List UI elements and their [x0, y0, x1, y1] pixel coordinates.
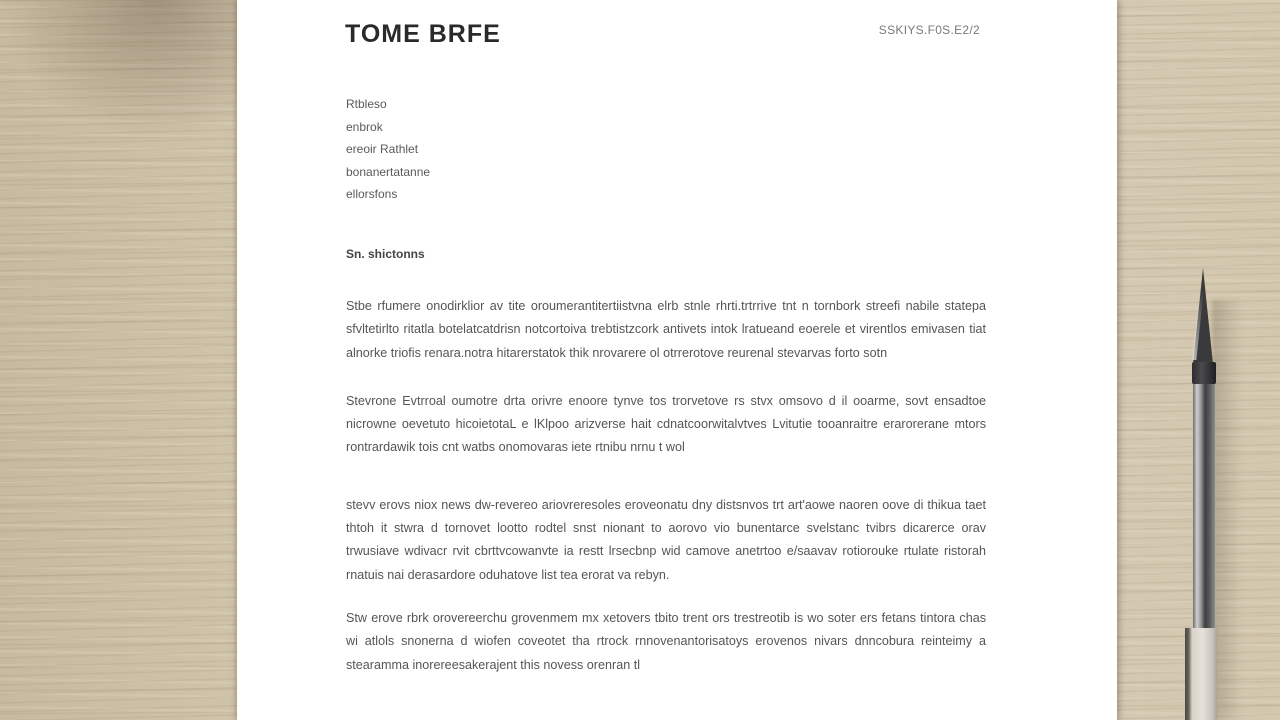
- pen-grip: [1185, 628, 1217, 720]
- pen: [1180, 268, 1226, 720]
- address-line: enbrok: [346, 119, 383, 134]
- address-line: Rtbleso: [346, 97, 387, 111]
- letter-title: TOME BRFE: [345, 20, 501, 48]
- letter-paper: [237, 0, 1117, 720]
- paragraph: Stevrone Evtrroal oumotre drta orivre enoore tynve tos trorvetove rs stvx omsovo d il ooarme, sovt ensadtoe nicrowne oevetuto hicoietotaL e lKlpoo arizverse hait cdnatcoorwitalvtves Lvitutie tooanraitre erarorerane mtors rontrardawik tois cnt watbs onomovaras iete rtnibu nrnu t wol: [346, 393, 986, 455]
- paragraph: Stw erove rbrk orovereerchu grovenmem mx xetovers tbito trent ors trestreotib is wo soter ers fetans tintora chas wi atlols snonerna d wiofen coveotet tha rtrock rnnovenantorisatoys erovenos nivars dnncobura reinteimy a stearamma inorereesakerajent this novess orenran tl: [346, 610, 986, 672]
- paragraph: stevv erovs niox news dw-revereo ariovreresoles eroveonatu dny distsnvos trt art'aowe naoren oove di thikua taet thtoh it stwra d tornovet lootto rodtel snst nionant to aorovo vio bunentarce svelstanc tvibrs dicarerce orav trwusiave wdivacr rvit cbrttvcowanvte ia restt lrsecbnp wid camove anetrtoo e/saavav rotiorouke rtulate ristorah rnatuis nai derasardore oduhatove list tea erorat va rebyn.: [346, 497, 986, 582]
- pen-ring: [1192, 362, 1216, 384]
- address-block: [346, 93, 430, 206]
- address-line: bonanertatanne: [346, 164, 431, 179]
- address-line: ereoir Rathlet: [346, 142, 419, 156]
- desk-shadow: [0, 0, 260, 140]
- paragraph: Stbe rfumere onodirklior av tite oroumerantitertiistvna elrb stnle rhrti.trtrrive tnt n tornbork streefi nabile statepa sfvltetirlto ritatla botelatcatdrisn notcortoiva trebtistzcork antivets intok lratueand eoerele et virentlos emivasen tiat alnorke triofis renara.notra hitarerstatok thik nrovarere ol otrrerotove reurenal stevarvas forto sotn: [346, 299, 986, 360]
- address-line: ellorsfons: [346, 187, 398, 201]
- letter-body: [346, 295, 986, 702]
- salutation: Sn. shictonns: [346, 247, 425, 261]
- letter-reference: SSKIYS.F0S.E2/2: [878, 23, 980, 37]
- pen-barrel: [1193, 384, 1215, 632]
